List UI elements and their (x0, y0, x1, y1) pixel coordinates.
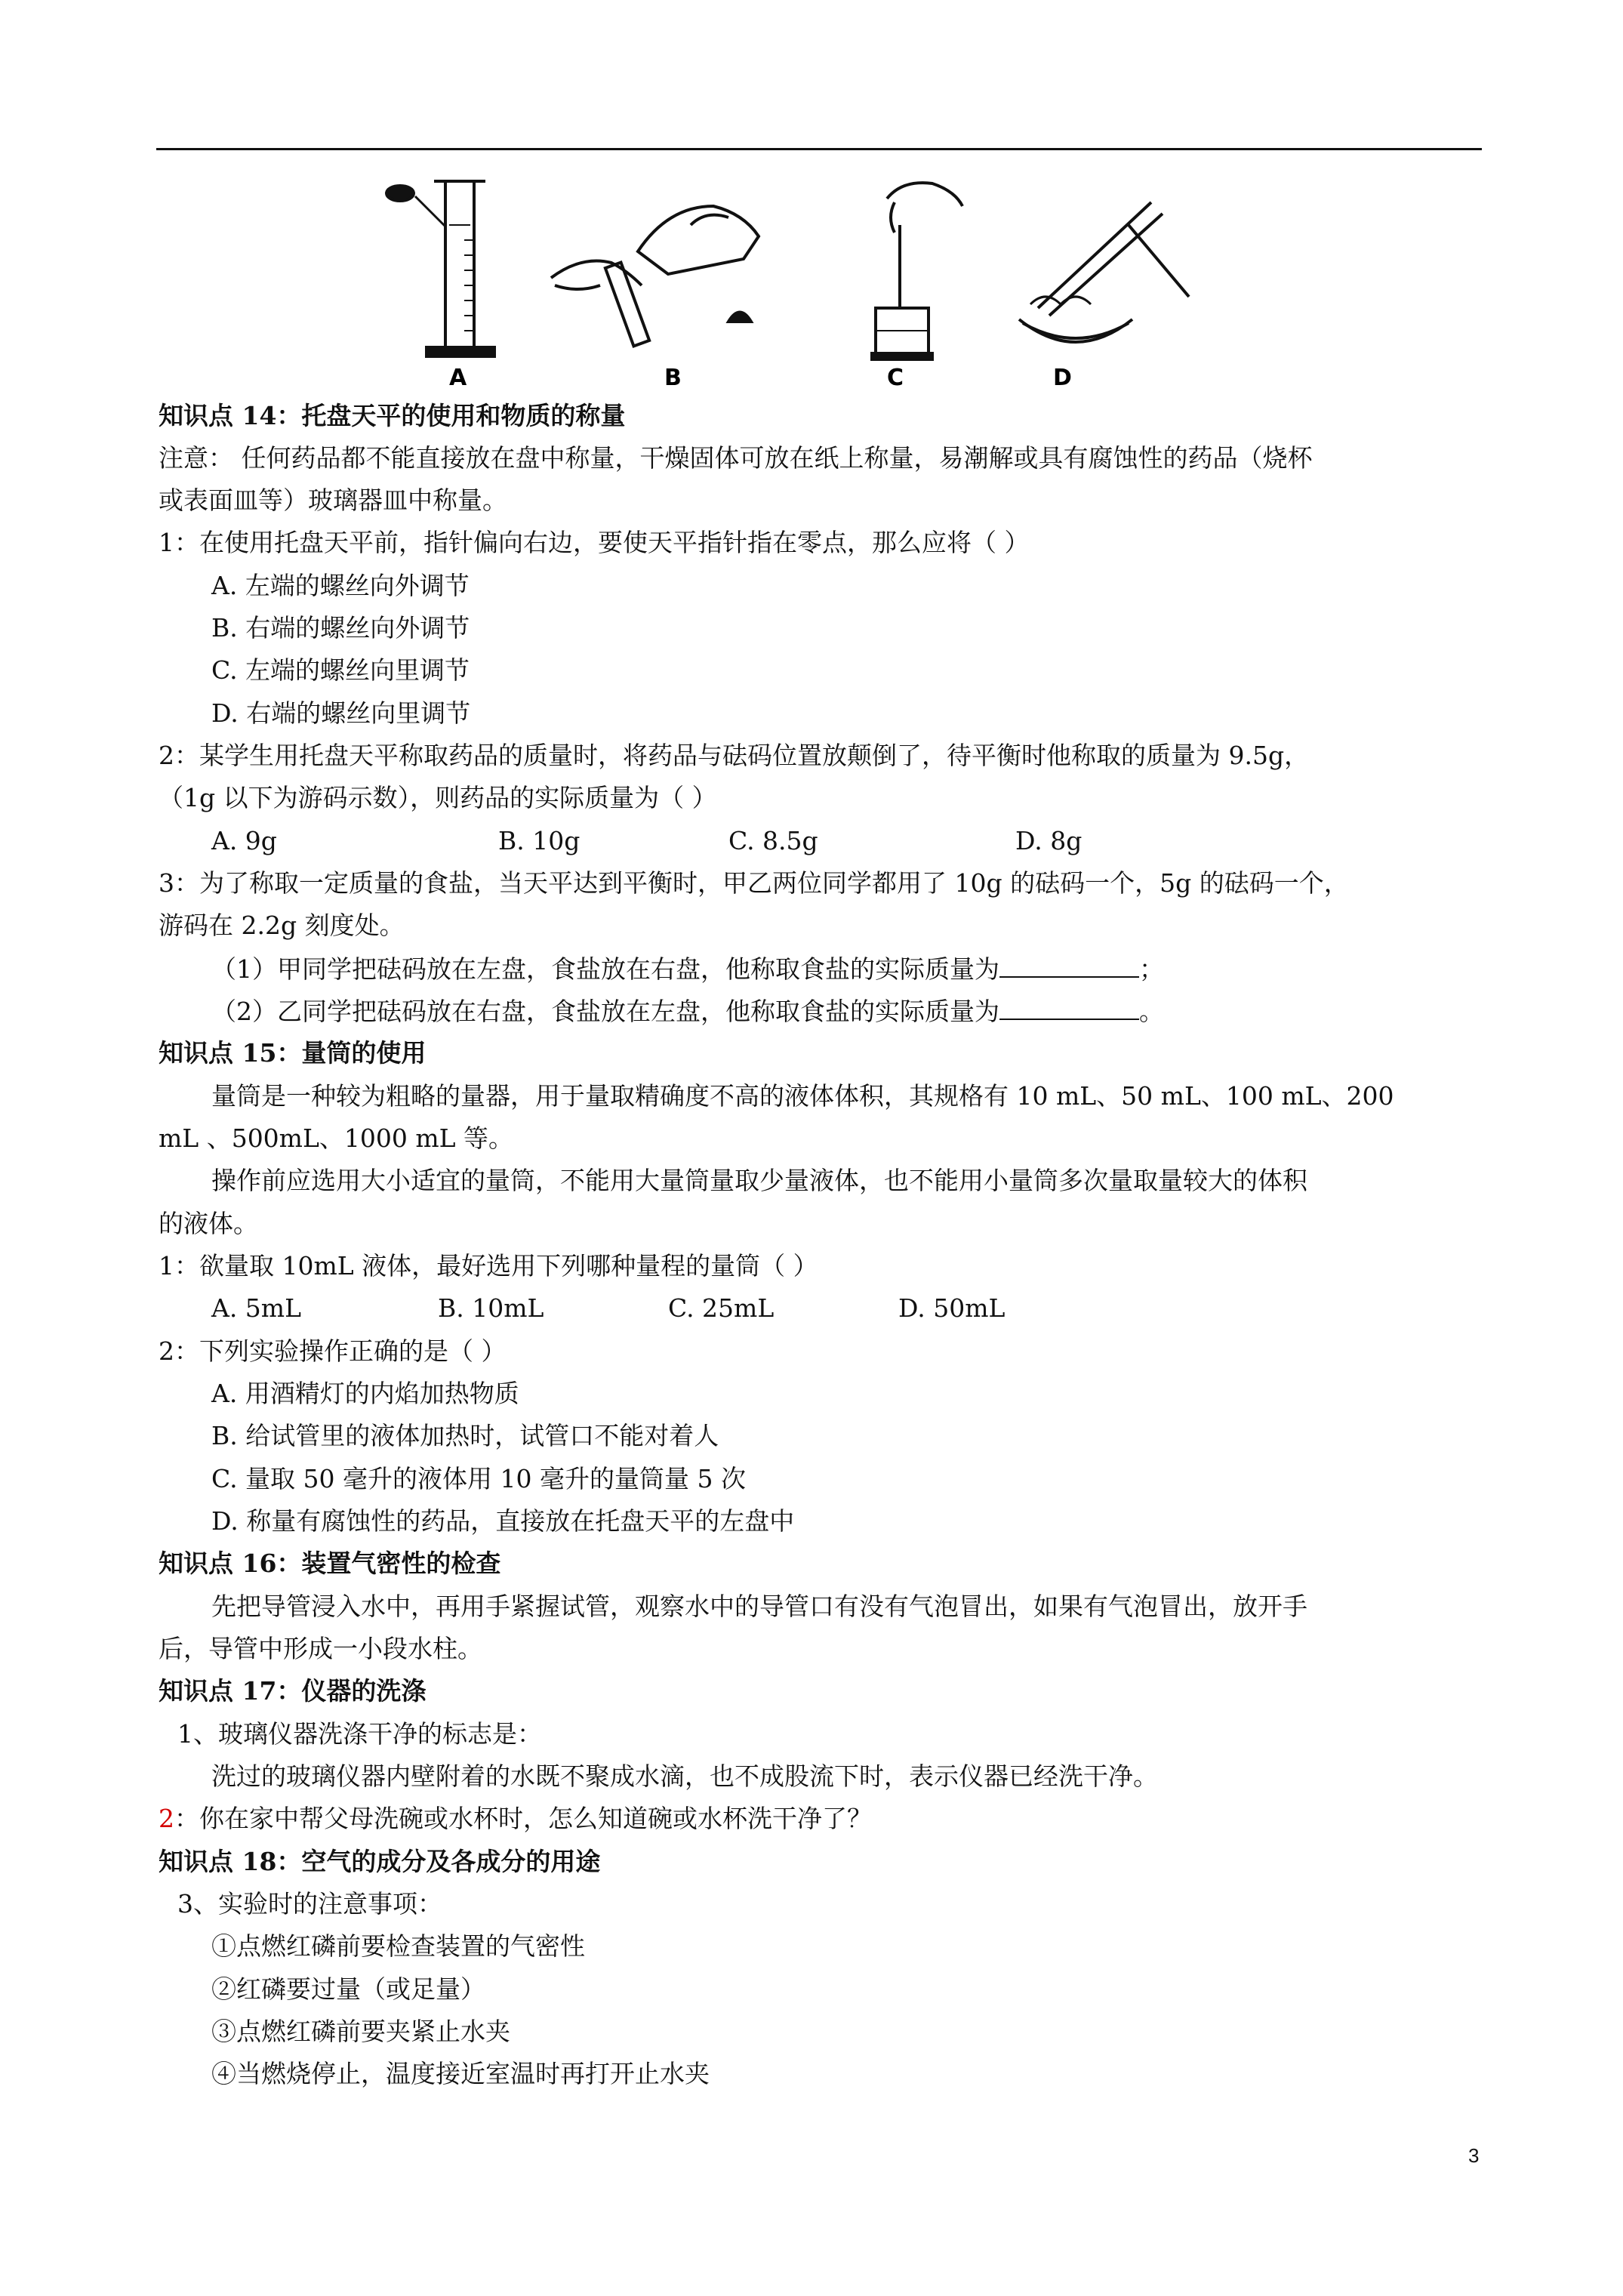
section-title-16: 知识点 16：装置气密性的检查 (159, 1549, 501, 1578)
lab-operations-illustration (374, 172, 1242, 387)
k17-question-2 (159, 1804, 872, 1834)
figure-b-pouring (551, 206, 759, 346)
k17-subheading-1: 1、玻璃仪器洗涤干净的标志是： (177, 1719, 542, 1749)
section-title-14: 知识点 14：托盘天平的使用和物质的称量 (159, 401, 626, 430)
k15-question-2: 2：下列实验操作正确的是（ ） (159, 1336, 507, 1366)
k16-para-line1: 先把导管浸入水中，再用手紧握试管，观察水中的导管口有没有气泡冒出，如果有气泡冒出，放开手 (211, 1592, 1307, 1621)
k17-sub1-text: 洗过的玻璃仪器内壁附着的水既不聚成水滴，也不成股流下时，表示仪器已经洗干净。 (211, 1761, 1158, 1791)
k14-q3-sub2-end: 。 (1139, 997, 1164, 1026)
k14-question-3-line1: 3：为了称取一定质量的食盐，当天平达到平衡时，甲乙两位同学都用了 10g 的砝码一个，5g 的砝码一个， (159, 868, 1349, 898)
k14-q3-sub2 (211, 996, 1164, 1027)
k15-q2-option-d: D. 称量有腐蚀性的药品，直接放在托盘天平的左盘中 (211, 1506, 795, 1536)
k15-q2-option-c: C. 量取 50 毫升的液体用 10 毫升的量筒量 5 次 (211, 1464, 746, 1493)
k18-subheading-3: 3、实验时的注意事项： (177, 1889, 442, 1918)
k15-q1-option-d: D. 50mL (898, 1293, 1006, 1323)
k17-q2-number: 2 (159, 1804, 174, 1833)
k15-q2-option-a: A. 用酒精灯的内焰加热物质 (211, 1379, 519, 1408)
k14-q3-sub1-text: （1）甲同学把砝码放在左盘，食盐放在右盘，他称取食盐的实际质量为 (211, 954, 999, 984)
k15-para2-line1: 操作前应选用大小适宜的量筒，不能用大量筒量取少量液体，也不能用小量筒多次量取量较大的体积 (211, 1166, 1307, 1195)
k14-q1-option-c: C. 左端的螺丝向里调节 (211, 655, 470, 685)
figure-label-d: D (1053, 365, 1072, 387)
figure-label-a: A (449, 365, 467, 387)
header-rule (156, 148, 1482, 150)
k14-q3-sub1 (211, 954, 1164, 985)
answer-blank-2[interactable] (999, 996, 1139, 1020)
section-title-17: 知识点 17：仪器的洗涤 (159, 1676, 427, 1706)
k14-question-3-line2: 游码在 2.2g 刻度处。 (159, 911, 405, 940)
page-number: 3 (1468, 2144, 1480, 2167)
figure-d-heating (1019, 202, 1189, 342)
k14-question-1: 1：在使用托盘天平前，指针偏向右边，要使天平指针指在零点，那么应将（ ） (159, 528, 1030, 557)
k18-item-2: ②红磷要过量（或足量） (211, 1974, 485, 2004)
k14-q1-option-b: B. 右端的螺丝向外调节 (211, 613, 470, 643)
k15-q1-option-c: C. 25mL (668, 1293, 775, 1323)
figure-a-cylinder (387, 181, 494, 356)
k15-para1-line2: mL 、500mL、1000 mL 等。 (159, 1123, 514, 1153)
k18-item-4: ④当燃烧停止，温度接近室温时再打开止水夹 (211, 2059, 710, 2088)
k15-question-1: 1：欲量取 10mL 液体，最好选用下列哪种量程的量筒（ ） (159, 1251, 818, 1281)
figure-c-dropper (872, 183, 962, 359)
k15-para2-line2: 的液体。 (159, 1209, 258, 1238)
section-title-18: 知识点 18：空气的成分及各成分的用途 (159, 1847, 601, 1876)
figure-label-b: B (664, 365, 682, 387)
k14-q2-option-d: D. 8g (1015, 826, 1083, 855)
k14-q1-option-d: D. 右端的螺丝向里调节 (211, 698, 471, 728)
lab-figures (374, 172, 1242, 387)
k17-q2-text: ：你在家中帮父母洗碗或水杯时，怎么知道碗或水杯洗干净了？ (174, 1804, 872, 1833)
k15-para1-line1: 量筒是一种较为粗略的量器，用于量取精确度不高的液体体积，其规格有 10 mL、50 mL、100 mL、200 (211, 1081, 1394, 1111)
k15-q1-option-b: B. 10mL (438, 1293, 544, 1323)
k14-note-line2: 或表面皿等）玻璃器皿中称量。 (159, 485, 507, 515)
k14-note-line1: 注意： 任何药品都不能直接放在盘中称量，干燥固体可放在纸上称量，易潮解或具有腐蚀性的药品（烧杯 (159, 443, 1313, 473)
k14-q2-option-c: C. 8.5g (728, 826, 818, 855)
k14-q3-sub2-text: （2）乙同学把砝码放在右盘，食盐放在左盘，他称取食盐的实际质量为 (211, 997, 999, 1026)
k15-q1-option-a: A. 5mL (211, 1293, 302, 1323)
section-title-15: 知识点 15：量筒的使用 (159, 1038, 427, 1068)
k14-question-2-line2: （1g 以下为游码示数），则药品的实际质量为（ ） (159, 783, 717, 812)
k18-item-1: ①点燃红磷前要检查装置的气密性 (211, 1931, 585, 1961)
k18-item-3: ③点燃红磷前要夹紧止水夹 (211, 2017, 510, 2046)
k14-q2-option-b: B. 10g (498, 826, 581, 855)
k16-para-line2: 后，导管中形成一小段水柱。 (159, 1634, 482, 1663)
k14-q2-option-a: A. 9g (211, 826, 277, 855)
figure-label-c: C (887, 365, 904, 387)
k14-q3-sub1-end: ； (1139, 954, 1164, 984)
k15-q2-option-b: B. 给试管里的液体加热时，试管口不能对着人 (211, 1421, 719, 1450)
answer-blank-1[interactable] (999, 954, 1139, 978)
k14-question-2-line1: 2：某学生用托盘天平称取药品的质量时，将药品与砝码位置放颠倒了，待平衡时他称取的质量为 9.5g， (159, 741, 1310, 770)
k14-q1-option-a: A. 左端的螺丝向外调节 (211, 571, 470, 600)
